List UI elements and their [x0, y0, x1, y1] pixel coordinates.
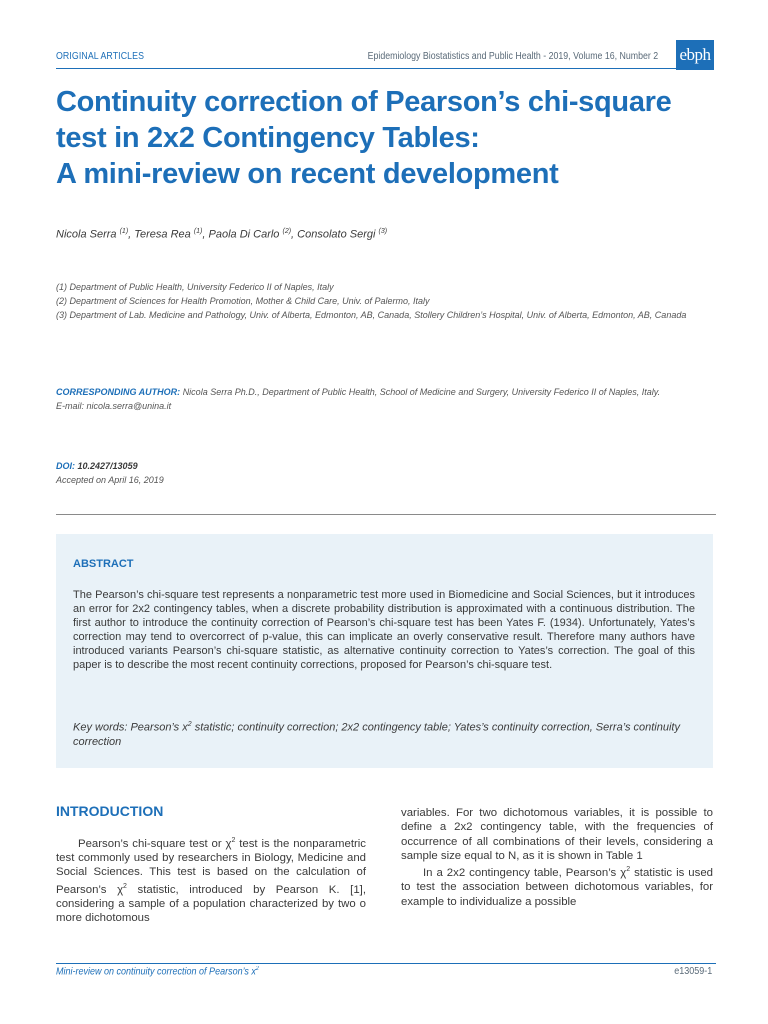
superscript: 2 [123, 882, 127, 890]
author-name: Paola Di Carlo [208, 228, 280, 241]
keywords-prefix: Key words: Pearson’s x [73, 721, 188, 734]
page-number: e13059-1 [673, 966, 712, 977]
keywords-superscript: 2 [187, 721, 192, 728]
body-paragraph [56, 834, 366, 925]
running-title-superscript: 2 [255, 966, 259, 972]
author-affiliation-ref: (2) [282, 228, 292, 235]
corresponding-author [56, 385, 721, 413]
corresponding-author-label: CORRESPONDING AUTHOR: [56, 387, 181, 397]
section-divider [56, 514, 716, 515]
chi-symbol: χ [225, 837, 232, 850]
introduction-heading: INTRODUCTION [56, 803, 164, 819]
author-affiliation-ref: (1) [193, 228, 203, 235]
body-text: statistic, introduced by Pearson K. [1], considering a sample of a population characterized by two o more dichotomous [56, 883, 366, 925]
title-line-1: Continuity correction of Pearson’s chi-square [56, 86, 672, 118]
author-name: Nicola Serra [56, 228, 117, 241]
body-column-right [401, 806, 713, 909]
affiliations [56, 280, 721, 322]
affiliation-item: (1) Department of Public Health, University Federico II of Naples, Italy [56, 282, 334, 292]
corresponding-author-email[interactable]: E-mail: nicola.serra@unina.it [56, 401, 172, 411]
chi-symbol: χ [117, 883, 124, 896]
section-label: ORIGINAL ARTICLES [56, 51, 145, 62]
doi-block [56, 459, 164, 487]
body-column-left [56, 834, 366, 925]
affiliation-item: (2) Department of Sciences for Health Promotion, Mother & Child Care, Univ. of Palermo, Italy [56, 296, 430, 306]
keywords-rest: statistic; continuity correction; 2x2 contingency table; Yates’s continuity correction, Serra’s continuity correction [73, 721, 680, 748]
footer-divider [56, 963, 716, 964]
author-name: Consolato Sergi [297, 228, 376, 241]
header-divider [56, 68, 676, 69]
keywords [73, 718, 695, 749]
body-text: test is the nonparametric test commonly used by researchers in Biology, Medicine and Social Sciences. This test is based on the calculation of Pearson’s [56, 837, 366, 896]
corresponding-author-text: Nicola Serra Ph.D., Department of Public Health, School of Medicine and Surgery, University Federico II of Naples, Italy. [182, 387, 661, 397]
title-line-3: A mini-review on recent development [56, 158, 559, 190]
running-title [56, 966, 259, 977]
affiliation-item: (3) Department of Lab. Medicine and Pathology, Univ. of Alberta, Edmonton, AB, Canada, Stollery Children’s Hospital, Univ. of Alberta, Edmonton, AB, Canada [56, 310, 687, 320]
abstract-text: The Pearson’s chi-square test represents a nonparametric test more used in Biomedicine and Social Sciences, but it introduces an error for 2x2 contingency tables, when a discrete probability distribution is approximated with a continuous distribution. The first author to introduce the continuity correction of Pearson’s chi-square test has been Yates F. (1934). Unfortunately, Yates’s correction may tend to overcorrect of p-value, this can implicate an overly conservative result. Therefore many authors have introduced variants Pearson’s chi-square statistic, as alternative continuity correction to Yates’s correction. The goal of this paper is to describe the most recent continuity corrections, proposed for Pearson’s chi-square test. [73, 589, 695, 671]
journal-logo: ebph [676, 40, 714, 70]
superscript: 2 [626, 866, 631, 874]
author-affiliation-ref: (3) [378, 228, 388, 235]
body-text: Pearson’s chi-square test or [78, 837, 226, 850]
author-affiliation-ref: (1) [119, 228, 129, 235]
body-text: statistic is used to test the association between dichotomous variables, for example to individualize a possible [401, 866, 713, 908]
doi-label: DOI: [56, 461, 75, 471]
article-title [56, 84, 716, 192]
abstract-heading: ABSTRACT [73, 558, 134, 570]
superscript: 2 [231, 837, 236, 844]
journal-citation: Epidemiology Biostatistics and Public Health - 2019, Volume 16, Number 2 [367, 51, 658, 62]
author-name: Teresa Rea [134, 228, 191, 241]
body-paragraph [401, 863, 713, 909]
title-line-2: test in 2x2 Contingency Tables: [56, 122, 480, 154]
chi-symbol: χ [620, 866, 627, 879]
doi-value[interactable]: 10.2427/13059 [77, 461, 138, 471]
running-title-text: Mini-review on continuity correction of Pearson’s x [56, 966, 256, 978]
accepted-date: Accepted on April 16, 2019 [56, 475, 164, 485]
body-text: In a 2x2 contingency table, Pearson’s [423, 866, 621, 879]
author-list: Nicola Serra $^{(1)}$, Teresa Rea $^{(1)}$, Paola Di Carlo $^{(2)}$, Consolato Sergi $^{(3)}$ [56, 228, 388, 241]
body-paragraph: variables. For two dichotomous variables, it is possible to define a 2x2 contingency table, with the frequencies of occurrence of all combinations of their levels, considering a sample size equal to N, as it is shown in Table 1 [401, 807, 713, 862]
